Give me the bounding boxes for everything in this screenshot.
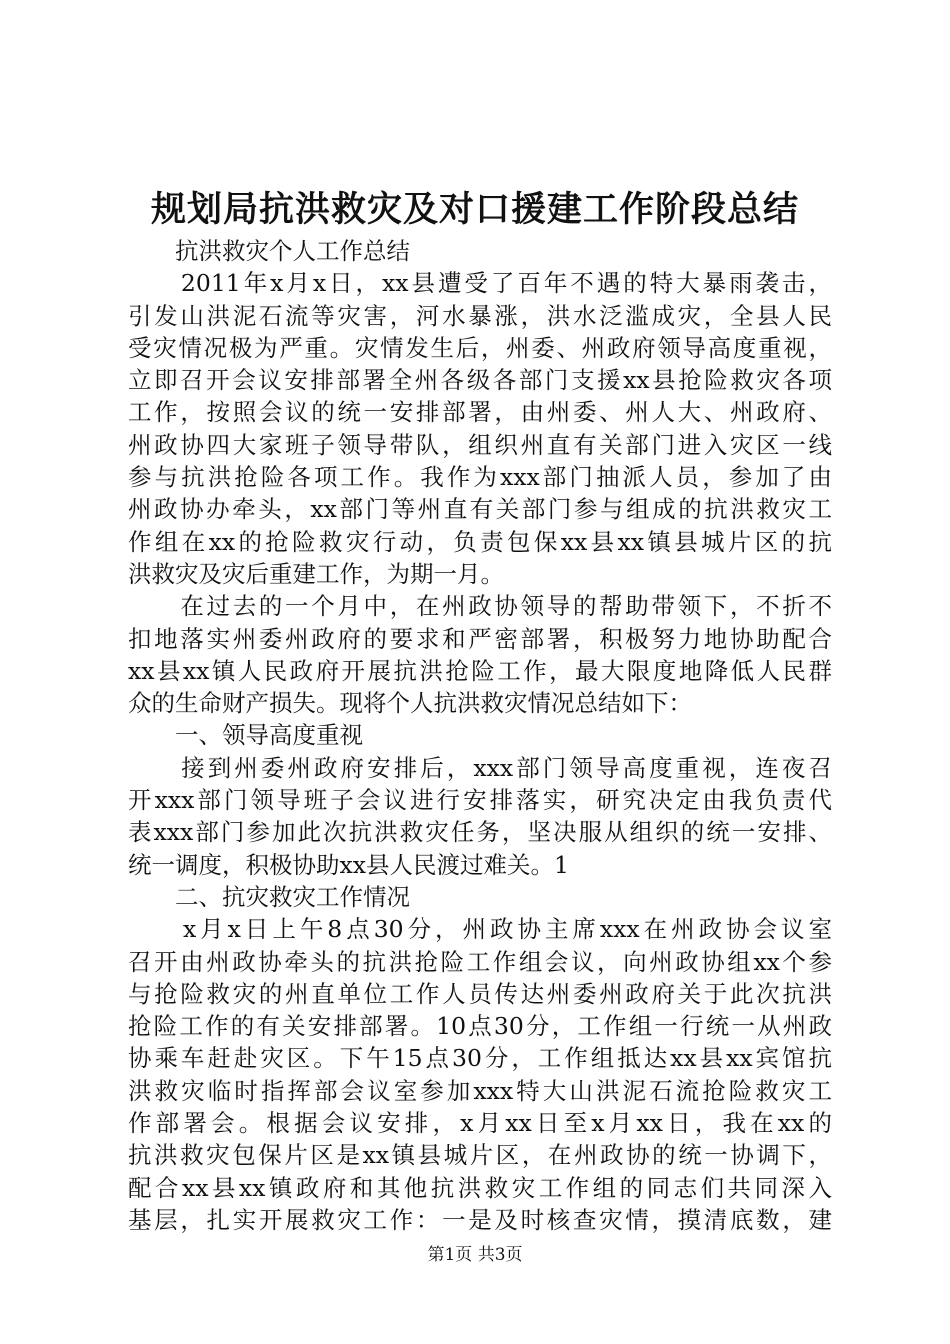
text-line: 众的生命财产损失。现将个人抗洪救灾情况总结如下： bbox=[128, 689, 692, 718]
text-line: 2011年x月x日，xx县遭受了百年不遇的特大暴雨袭击， bbox=[128, 269, 832, 298]
text-line: 接到州委州政府安排后，xxx部门领导高度重视，连夜召 bbox=[128, 753, 832, 782]
text-line: 立即召开会议安排部署全州各级各部门支援xx县抢险救灾各项 bbox=[128, 366, 832, 395]
text-line: 召开由州政协牵头的抗洪抢险工作组会议，向州政协组xx个参 bbox=[128, 947, 832, 976]
text-line: 协乘车赶赴灾区。下午15点30分，工作组抵达xx县xx宾馆抗 bbox=[128, 1044, 832, 1073]
text-line: 扣地落实州委州政府的要求和严密部署，积极努力地协助配合 bbox=[128, 624, 832, 653]
document-body bbox=[128, 235, 832, 1236]
text-line: 抗洪救灾包保片区是xx镇县城片区，在州政协的统一协调下， bbox=[128, 1141, 832, 1170]
text-line: xx县xx镇人民政府开展抗洪抢险工作，最大限度地降低人民群 bbox=[128, 656, 832, 685]
text-line: 引发山洪泥石流等灾害，河水暴涨，洪水泛滥成灾，全县人民 bbox=[128, 301, 832, 330]
page-footer: 第1页 共3页 bbox=[427, 1245, 523, 1265]
text-line: 配合xx县xx镇政府和其他抗洪救灾工作组的同志们共同深入 bbox=[128, 1173, 832, 1202]
text-line: 洪救灾及灾后重建工作，为期一月。 bbox=[128, 559, 504, 588]
text-line: x月x日上午8点30分，州政协主席xxx在州政协会议室 bbox=[128, 915, 832, 944]
text-line: 在过去的一个月中，在州政协领导的帮助带领下，不折不 bbox=[128, 592, 832, 621]
text-line: 统一调度，积极协助xx县人民渡过难关。1 bbox=[128, 850, 569, 879]
text-line: 参与抗洪抢险各项工作。我作为xxx部门抽派人员，参加了由 bbox=[128, 463, 832, 492]
text-line: 工作，按照会议的统一安排部署，由州委、州人大、州政府、 bbox=[128, 398, 832, 427]
text-line: 二、抗灾救灾工作情况 bbox=[128, 882, 410, 911]
text-line: 表xxx部门参加此次抗洪救灾任务，坚决服从组织的统一安排、 bbox=[128, 818, 832, 847]
text-line: 受灾情况极为严重。灾情发生后，州委、州政府领导高度重视， bbox=[128, 333, 832, 362]
text-line: 洪救灾临时指挥部会议室参加xxx特大山洪泥石流抢险救灾工 bbox=[128, 1076, 832, 1105]
text-line: 州政协四大家班子领导带队，组织州直有关部门进入灾区一线 bbox=[128, 430, 832, 459]
text-line: 一、领导高度重视 bbox=[128, 721, 363, 750]
text-line: 抗洪救灾个人工作总结 bbox=[128, 237, 410, 265]
text-line: 与抢险救灾的州直单位工作人员传达州委州政府关于此次抗洪 bbox=[128, 979, 832, 1008]
document-title: 规划局抗洪救灾及对口援建工作阶段总结 bbox=[150, 189, 799, 230]
text-line: 作部署会。根据会议安排，x月xx日至x月xx日，我在xx的 bbox=[128, 1109, 832, 1138]
text-line: 作组在xx的抢险救灾行动，负责包保xx县xx镇县城片区的抗 bbox=[128, 527, 832, 556]
text-line: 抢险工作的有关安排部署。10点30分，工作组一行统一从州政 bbox=[128, 1012, 832, 1041]
text-line: 基层，扎实开展救灾工作：一是及时核查灾情，摸清底数，建 bbox=[128, 1205, 832, 1234]
text-line: 州政协办牵头，xx部门等州直有关部门参与组成的抗洪救灾工 bbox=[128, 495, 832, 524]
text-line: 开xxx部门领导班子会议进行安排落实，研究决定由我负责代 bbox=[128, 786, 832, 815]
